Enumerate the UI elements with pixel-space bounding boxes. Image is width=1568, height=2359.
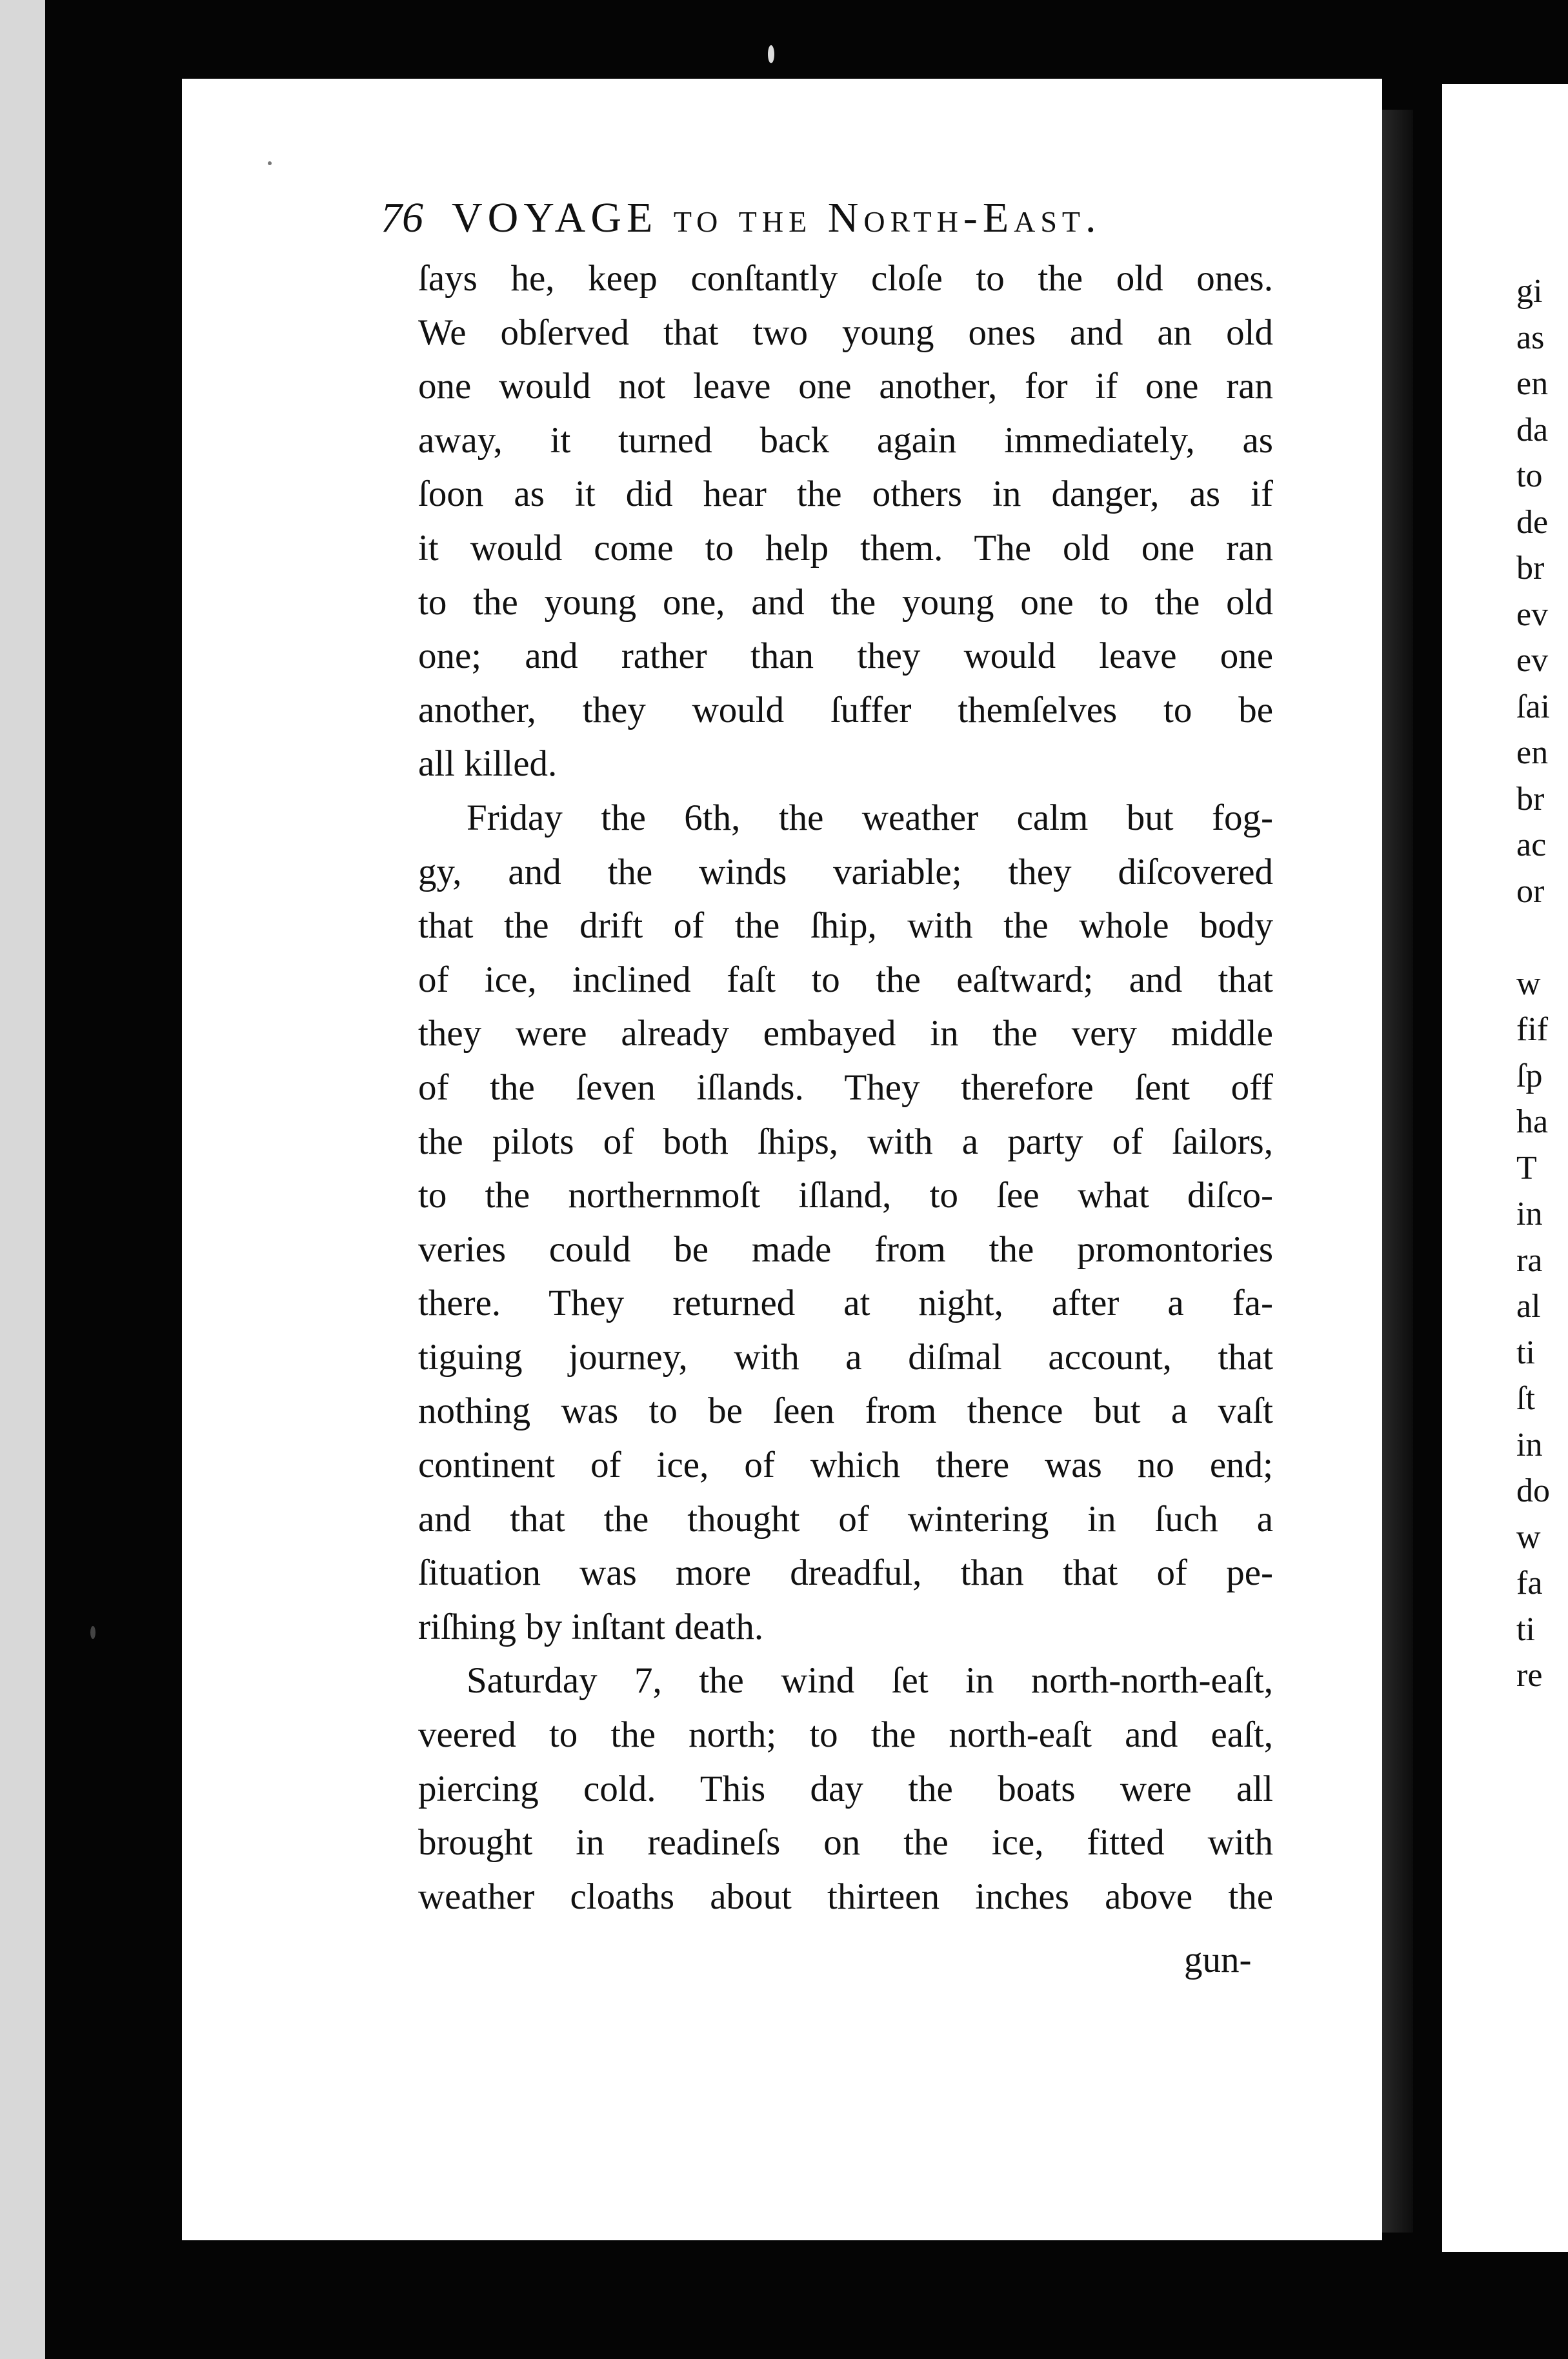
facing-fragment: do [1516,1472,1550,1509]
facing-fragment: or [1516,872,1545,910]
text-line: away, it turned back again immediately, as [418,419,1273,461]
facing-fragment: fa [1516,1565,1543,1601]
facing-fragment: gi [1516,273,1543,310]
body-text [418,252,1273,1923]
text-line: there. They returned at night, after a fa- [418,1283,1273,1324]
facing-fragment: da [1516,411,1549,448]
text-line: to the young one, and the young one to the old [418,581,1273,623]
text-line: of the ſeven iſlands. They therefore ſent off [418,1067,1273,1108]
text-line: gy, and the winds variable; they diſcovered [418,851,1273,892]
text-line: riſhing by inſtant death. [418,1606,764,1647]
running-title: VOYAGE to the North-East. [452,194,1101,241]
text-line: nothing was to be ſeen from thence but a vaſt [418,1390,1273,1432]
text-line: ſituation was more dreadful, than that of pe- [418,1552,1273,1594]
facing-fragment: ſp [1516,1057,1543,1094]
catchword: gun- [1184,1940,1252,1980]
facing-page-text [1516,265,1568,1695]
facing-fragment: to [1516,457,1543,494]
facing-fragment: w [1516,965,1541,1002]
text-line: to the northernmoſt iſland, to ſee what diſco- [418,1175,1273,1216]
page-number: 76 [381,194,423,241]
text-line: veered to the north; to the north-eaſt and eaſt, [418,1714,1273,1756]
facing-fragment: de [1516,503,1549,541]
facing-fragment: ev [1516,642,1549,679]
text-line: veries could be made from the promontories [418,1229,1273,1270]
paper-speck [768,45,774,63]
facing-fragment: ra [1516,1241,1543,1279]
text-line: ſoon as it did hear the others in danger, as if [418,474,1273,515]
text-line: the pilots of both ſhips, with a party of ſailors, [418,1121,1273,1162]
facing-fragment: en [1516,734,1549,771]
facing-fragment: in [1516,1426,1543,1463]
facing-fragment: as [1516,319,1545,356]
text-line: all killed. [418,743,558,785]
text-line: another, they would ſuffer themſelves to be [418,689,1273,730]
text-line: ſays he, keep conſtantly cloſe to the old ones. [418,258,1273,299]
text-line: Friday the 6th, the weather calm but fog- [467,797,1273,838]
text-line: of ice, inclined faſt to the eaſtward; and that [418,959,1273,1000]
text-line: one would not leave one another, for if one ran [418,366,1273,407]
facing-fragment: w [1516,1518,1541,1556]
text-line: tiguing journey, with a diſmal account, that [418,1336,1273,1378]
facing-fragment: ſai [1516,688,1550,725]
facing-fragment: br [1516,780,1545,818]
facing-fragment: ha [1516,1103,1549,1140]
facing-fragment: ev [1516,596,1549,633]
facing-fragment: re [1516,1657,1543,1694]
text-line: Saturday 7, the wind ſet in north-north-eaſt, [467,1660,1273,1701]
text-line: brought in readineſs on the ice, fitted with [418,1822,1273,1863]
facing-fragment [1516,910,1568,957]
text-line: We obſerved that two young ones and an old [418,312,1273,353]
facing-fragment: in [1516,1196,1543,1232]
text-line: one; and rather than they would leave one [418,636,1273,677]
text-line: that the drift of the ſhip, with the whole body [418,905,1273,947]
paper-speck [90,1626,95,1639]
paper-speck [268,161,272,165]
facing-fragment: ſt [1516,1380,1535,1417]
text-line: piercing cold. This day the boats were all [418,1768,1273,1809]
facing-fragment: ac [1516,827,1547,863]
running-head [381,194,1271,252]
facing-fragment: ti [1516,1334,1535,1371]
facing-fragment: al [1516,1288,1541,1325]
facing-fragment: fif [1516,1011,1549,1048]
facing-fragment: ti [1516,1611,1535,1648]
text-line: it would come to help them. The old one ran [418,527,1273,568]
scanner-edge [0,0,45,2359]
text-line: continent of ice, of which there was no end; [418,1445,1273,1486]
facing-fragment: T [1516,1149,1537,1187]
facing-fragment: en [1516,365,1549,402]
facing-fragment: br [1516,550,1545,587]
text-line: and that the thought of wintering in ſuch a [418,1498,1273,1540]
text-line: weather cloaths about thirteen inches above the [418,1876,1273,1917]
text-line: they were already embayed in the very middle [418,1013,1273,1054]
